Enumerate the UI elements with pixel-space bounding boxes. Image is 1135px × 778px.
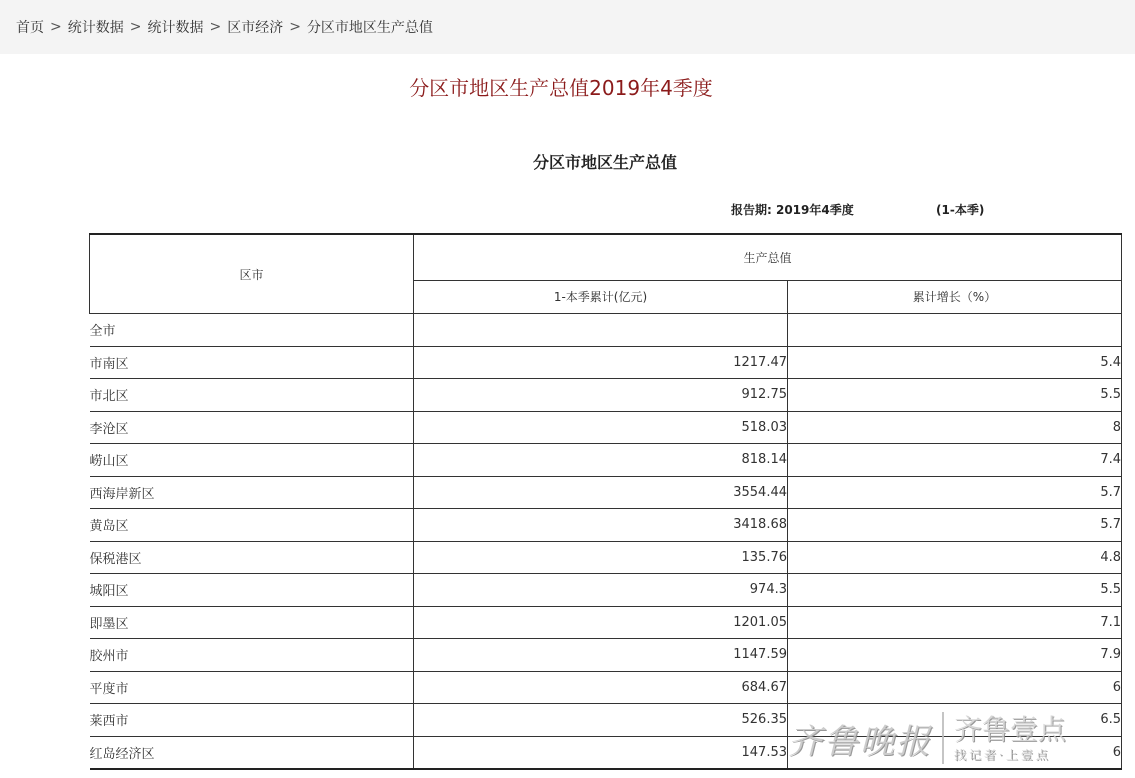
breadcrumb-district-economy-link[interactable]: 区市经济 [227, 20, 284, 36]
table-row [90, 574, 1122, 607]
breadcrumb-current-page-link[interactable]: 分区市地区生产总值 [306, 20, 433, 36]
table-row [90, 411, 1122, 444]
region-name-cell: 西海岸新区 [90, 476, 414, 509]
gdp-table [89, 233, 1122, 770]
cumulative-value-cell: 684.67 [414, 671, 788, 704]
region-name-cell: 红岛经济区 [90, 736, 414, 769]
growth-value-cell: 6.5 [788, 704, 1122, 737]
cumulative-value-cell: 1217.47 [414, 346, 788, 379]
region-name-cell: 市北区 [90, 379, 414, 412]
region-name-cell: 莱西市 [90, 704, 414, 737]
growth-value-cell: 6 [788, 671, 1122, 704]
growth-value-cell: 5.5 [788, 379, 1122, 412]
breadcrumb [0, 0, 1135, 54]
growth-value-cell: 8 [788, 411, 1122, 444]
cumulative-value-cell: 147.53 [414, 736, 788, 769]
watermark-app-block [954, 714, 1066, 763]
cumulative-value-cell: 912.75 [414, 379, 788, 412]
growth-value-cell: 6 [788, 736, 1122, 769]
region-name-cell: 黄岛区 [90, 509, 414, 542]
region-name-cell: 李沧区 [90, 411, 414, 444]
watermark-divider [942, 712, 944, 764]
watermark-slogan: 找记者·上壹点 [954, 747, 1051, 762]
breadcrumb-stats-data-link[interactable]: 统计数据 [147, 20, 204, 36]
table-row [90, 476, 1122, 509]
table-row [90, 346, 1122, 379]
cumulative-value-cell: 518.03 [414, 411, 788, 444]
cumulative-value-cell: 1147.59 [414, 639, 788, 672]
table-row [90, 314, 1122, 347]
newspaper-watermark [788, 706, 1123, 770]
table-row [90, 606, 1122, 639]
report-range: (1-本季) [936, 203, 985, 217]
table-row [90, 541, 1122, 574]
region-name-cell: 市南区 [90, 346, 414, 379]
breadcrumb-separator: > [129, 19, 142, 35]
region-name-cell: 即墨区 [90, 606, 414, 639]
breadcrumb-stats-link[interactable]: 统计数据 [67, 20, 124, 36]
growth-value-cell: 7.1 [788, 606, 1122, 639]
region-name-cell: 胶州市 [90, 639, 414, 672]
cumulative-value-cell: 818.14 [414, 444, 788, 477]
page-title: 分区市地区生产总值2019年4季度 [409, 76, 713, 100]
table-body [90, 314, 1122, 770]
cumulative-value-cell [414, 314, 788, 347]
breadcrumb-home-link[interactable]: 首页 [16, 20, 44, 36]
region-name-cell: 崂山区 [90, 444, 414, 477]
cumulative-value-cell: 974.3 [414, 574, 788, 607]
table-row [90, 444, 1122, 477]
region-name-cell: 全市 [90, 314, 414, 347]
cumulative-value-cell: 526.35 [414, 704, 788, 737]
growth-value-cell: 5.7 [788, 509, 1122, 542]
gdp-column-header: 生产总值 [414, 234, 1122, 280]
table-row [90, 379, 1122, 412]
cumulative-value-cell: 3554.44 [414, 476, 788, 509]
growth-value-cell: 5.5 [788, 574, 1122, 607]
breadcrumb-separator: > [289, 19, 301, 35]
region-name-cell: 平度市 [90, 671, 414, 704]
growth-value-cell: 7.9 [788, 639, 1122, 672]
cumulative-value-cell: 3418.68 [414, 509, 788, 542]
growth-column-header: 累计增长（%） [788, 280, 1122, 313]
cumulative-value-cell: 1201.05 [414, 606, 788, 639]
table-row [90, 671, 1122, 704]
region-name-cell: 保税港区 [90, 541, 414, 574]
cumulative-value-cell: 135.76 [414, 541, 788, 574]
growth-value-cell: 5.7 [788, 476, 1122, 509]
table-row [90, 639, 1122, 672]
region-column-header: 区市 [90, 234, 414, 314]
growth-value-cell: 5.4 [788, 346, 1122, 379]
cumulative-column-header: 1-本季累计(亿元) [414, 280, 788, 313]
watermark-brand: 齐鲁晚报 [788, 721, 932, 762]
breadcrumb-separator: > [50, 19, 62, 35]
breadcrumb-separator: > [209, 19, 222, 35]
table-title: 分区市地区生产总值 [532, 153, 677, 172]
watermark-app-name: 齐鲁壹点 [954, 712, 1067, 746]
growth-value-cell: 4.8 [788, 541, 1122, 574]
growth-value-cell [788, 314, 1122, 347]
growth-value-cell: 7.4 [788, 444, 1122, 477]
region-name-cell: 城阳区 [90, 574, 414, 607]
report-period: 报告期: 2019年4季度 [731, 203, 854, 217]
table-row [90, 509, 1122, 542]
